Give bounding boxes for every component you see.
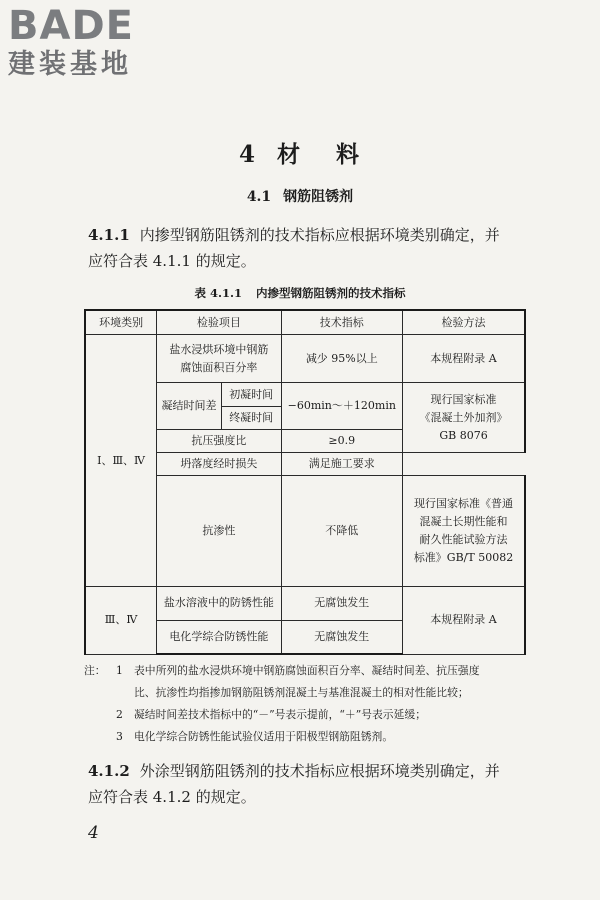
note-text: 电化学综合防锈性能试验仪适用于阳极型钢筋阻锈剂。 [134,730,394,743]
clause-line [88,222,518,248]
item-cell: 盐水溶液中的防锈性能 [157,587,281,621]
note-text: 表中所列的盐水浸烘环境中钢筋腐蚀面积百分率、凝结时间差、抗压强度 [134,664,480,677]
chapter-heading [0,136,600,169]
cell-line: 现行国家标准《普通 [414,497,514,511]
note-number: 3 [116,730,123,743]
header-cell: 环境类别 [85,310,157,335]
section-heading [0,186,600,206]
header-cell: 检验项目 [157,310,281,335]
item-cell: 凝结时间差 [157,383,222,429]
clause-4-1-2 [88,758,518,810]
cell-line: 《混凝土外加剂》 [419,410,508,424]
clause-number: 4.1.1 [88,226,130,244]
clause-line: 应符合表 4.1.2 的规定。 [88,788,256,806]
cell-line: GB 8076 [439,428,488,442]
env-class-cell: Ⅰ、Ⅲ、Ⅳ [85,335,157,587]
clause-number: 4.1.2 [88,762,130,780]
table-caption [0,285,600,301]
env-class-cell: Ⅲ、Ⅳ [85,587,157,654]
chapter-number: 4 [238,141,257,168]
note-item [84,726,534,748]
note-item [84,660,534,682]
spec-cell: 满足施工要求 [281,452,402,475]
page-number: 4 [88,823,99,843]
header-cell: 检验方法 [403,310,525,335]
cell-line: 现行国家标准 [430,392,497,406]
section-number: 4.1 [246,189,272,205]
logo-wordmark: BADE [8,3,134,49]
subitem-cell: 初凝时间 [221,383,281,406]
table-notes [84,660,534,748]
spec-cell: 无腐蚀发生 [281,620,402,654]
item-cell: 抗渗性 [157,475,281,586]
note-item [84,682,534,704]
clause-text: 外涂型钢筋阻锈剂的技术指标应根据环境类别确定，并 [139,762,500,780]
method-cell: 本规程附录 A [403,587,525,654]
note-text: 比、抗渗性均指掺加钢筋阻锈剂混凝土与基准混凝土的相对性能比较； [134,686,469,699]
spec-table [84,309,526,655]
table-row [85,587,525,621]
spec-cell: 不降低 [281,475,402,586]
section-title: 钢筋阻锈剂 [283,189,354,205]
table-title: 内掺型钢筋阻锈剂的技术指标 [256,286,406,300]
item-cell: 抗压强度比 [157,429,281,452]
note-text: 凝结时间差技术指标中的“－”号表示提前，“＋”号表示延缓； [134,708,426,721]
cell-line: 盐水浸烘环境中钢筋 [169,342,269,356]
notes-lead: 注： [84,664,106,677]
spec-cell: −60min～＋120min [281,383,402,429]
method-cell [403,383,525,452]
method-cell [403,475,525,586]
table-header-row [85,310,525,335]
logo-tagline: 建装基地 [8,49,132,80]
table-row [85,335,525,383]
spec-cell: 无腐蚀发生 [281,587,402,621]
clause-4-1-1 [88,222,518,274]
method-cell: 本规程附录 A [403,335,525,383]
item-cell: 坍落度经时损失 [157,452,281,475]
clause-line [88,758,518,784]
table-number: 表 4.1.1 [194,286,243,300]
clause-line: 应符合表 4.1.1 的规定。 [88,252,256,270]
site-logo [8,4,134,82]
cell-line: 耐久性能试验方法 [419,533,508,547]
item-cell: 电化学综合防锈性能 [157,620,281,654]
spec-cell: ≥0.9 [281,429,402,452]
note-number: 2 [116,708,123,721]
note-item [84,704,534,726]
header-cell: 技术指标 [281,310,402,335]
cell-line: 标准》GB/T 50082 [413,551,514,565]
note-number: 1 [116,664,123,677]
subitem-cell: 终凝时间 [221,406,281,429]
cell-line: 混凝土长期性能和 [419,515,508,529]
clause-text: 内掺型钢筋阻锈剂的技术指标应根据环境类别确定，并 [139,226,500,244]
spec-cell: 减少 95%以上 [281,335,402,383]
chapter-title-part-2: 料 [336,141,361,168]
item-cell [157,335,281,383]
cell-line: 腐蚀面积百分率 [180,360,258,374]
chapter-title-part-1: 材 [277,141,302,168]
